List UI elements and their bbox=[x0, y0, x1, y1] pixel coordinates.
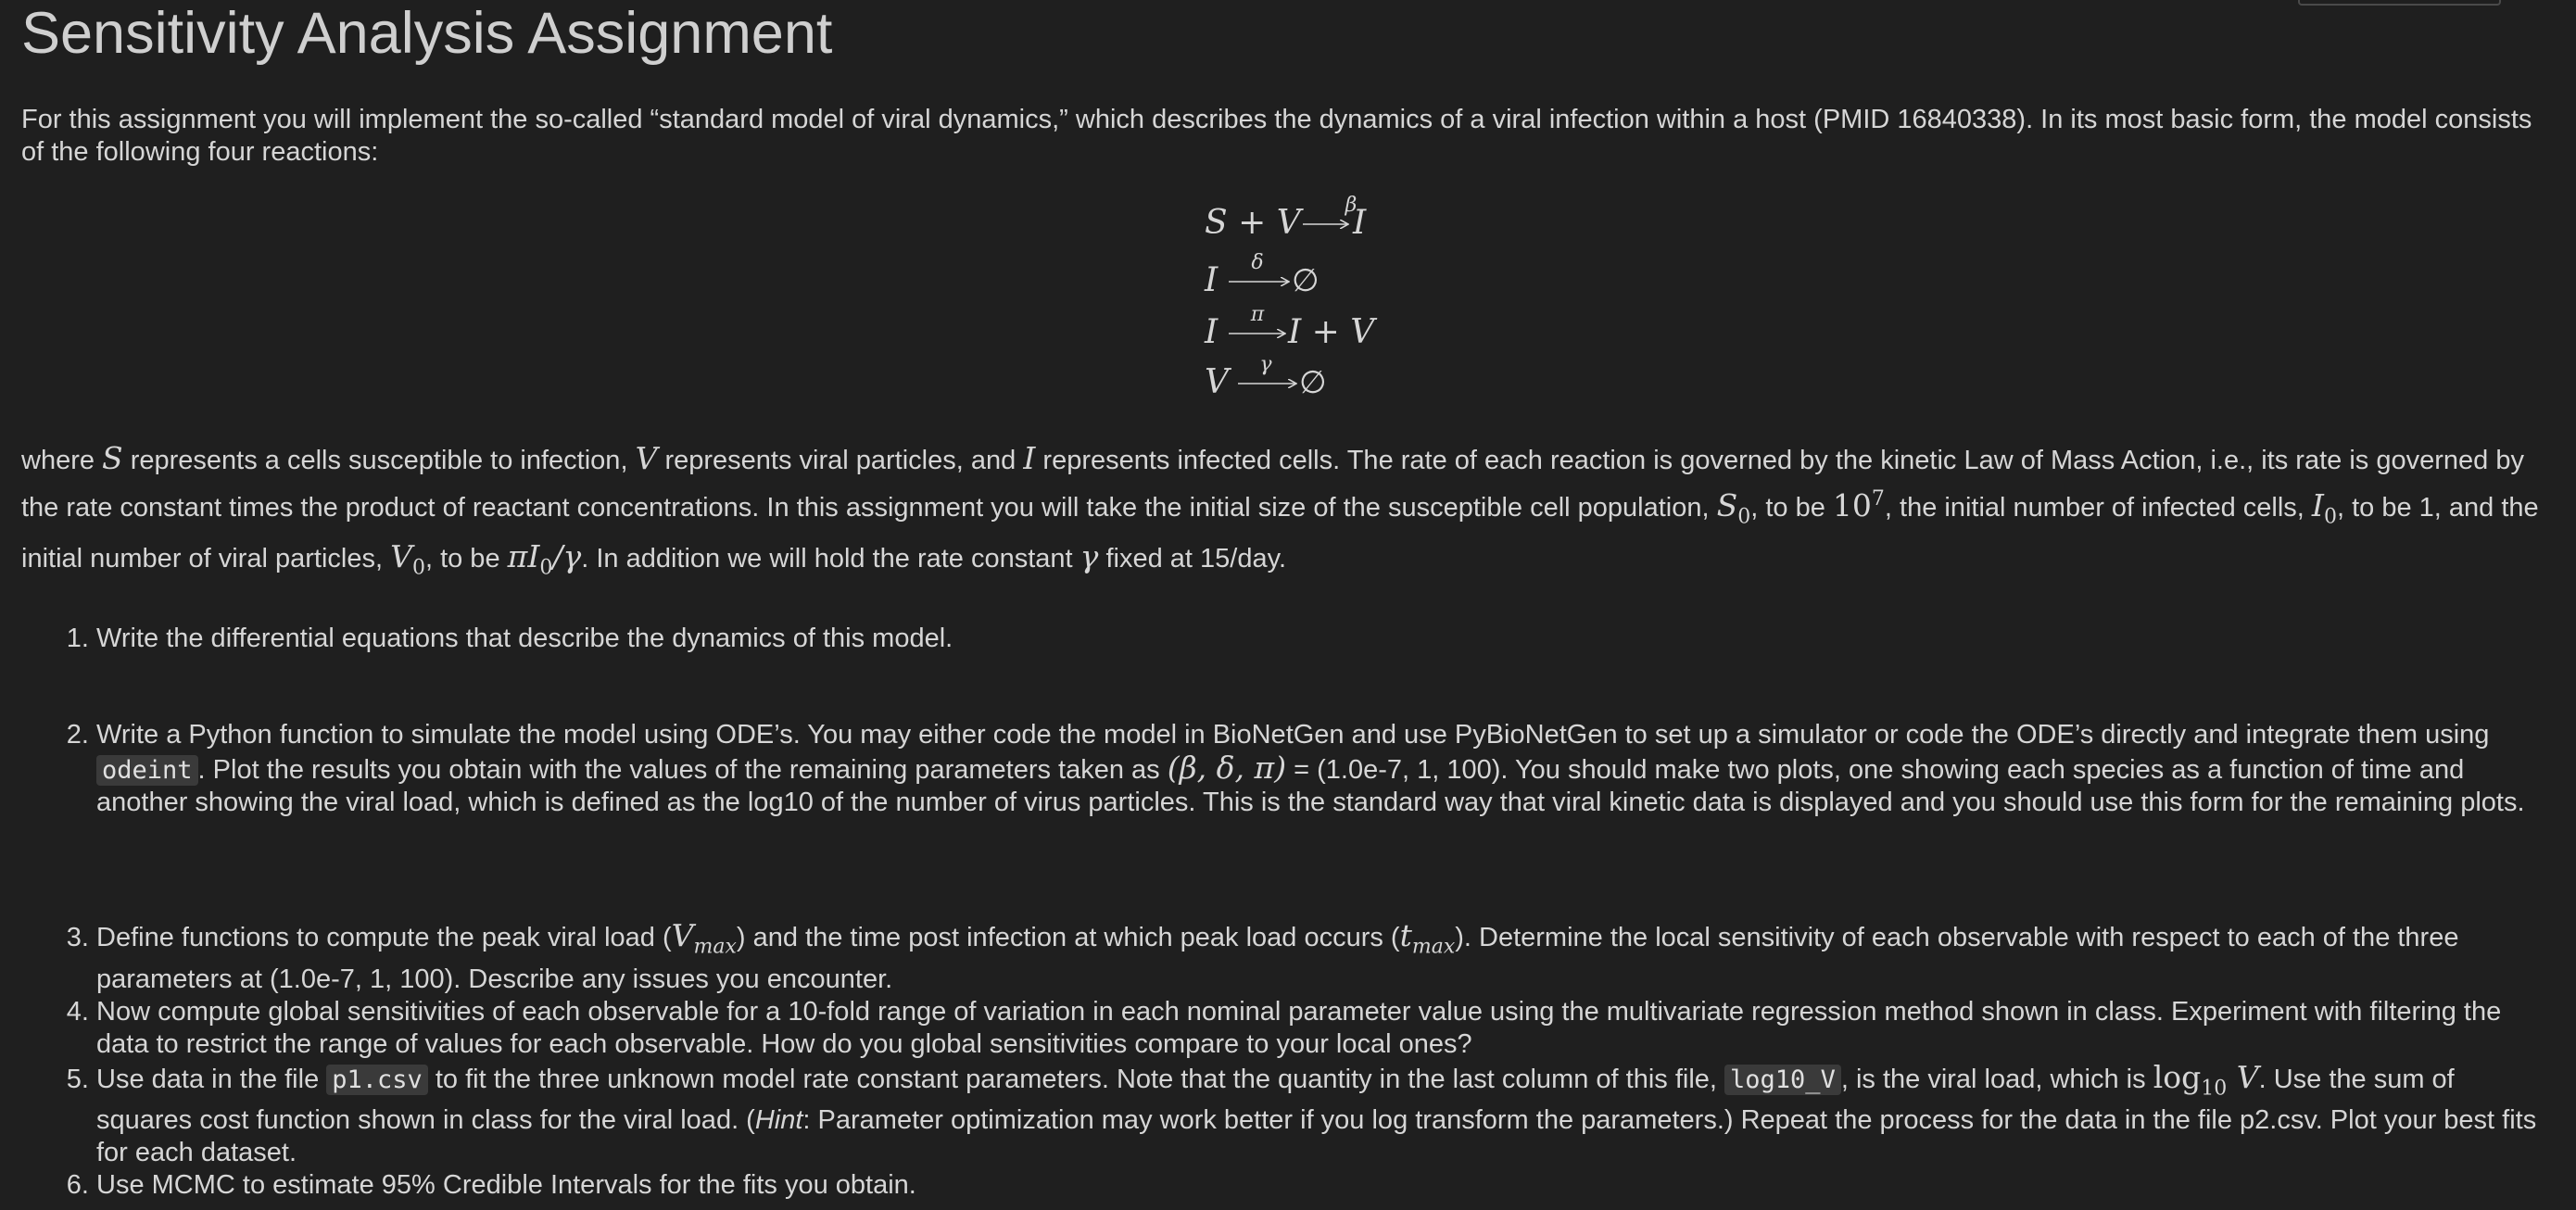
text-run: Use data in the file bbox=[96, 1064, 327, 1094]
math-slash: / bbox=[552, 537, 563, 574]
text-run: ). Determine the local sensitivity of each observable with respect to each of the three parameters at (1.0e-7, 1, 100). Describe any issues you encounter. bbox=[96, 923, 2459, 994]
text-run: ) and the time post infection at which peak load occurs ( bbox=[736, 923, 1400, 952]
text-run: Write a Python function to simulate the model using ODE’s. You may either code the model in BioNetGen and use PyBioNetGen to set up a simulator or code the ODE’s directly and integrate them using bbox=[96, 720, 2490, 750]
reaction-2 bbox=[1204, 251, 1320, 299]
math-symbol: V bbox=[671, 917, 694, 953]
text-run: to fit the three unknown model rate constant parameters. Note that the quantity in the last column of this file, bbox=[427, 1064, 1725, 1094]
math-symbol: I bbox=[2311, 487, 2324, 523]
reaction-3-lhs: I bbox=[1205, 313, 1219, 351]
reaction-2-rate: δ bbox=[1251, 251, 1264, 274]
math-S: S bbox=[102, 440, 123, 476]
math-subscript: 10 bbox=[2201, 1077, 2228, 1101]
math-symbol: I bbox=[527, 537, 540, 574]
code-log10-v: log10_V bbox=[1724, 1065, 1841, 1095]
math-gamma: γ bbox=[562, 537, 582, 574]
math-exponent: 7 bbox=[1871, 487, 1885, 510]
text-run: represents infected cells. The rate of each reaction is governed by the kinetic Law of Mass Action, i.e., its rate is governed by the rate constant times the product of reactant concentrations. In this assignment you will take the initial size of the susceptible cell population, bbox=[21, 446, 2524, 523]
code-odeint: odeint bbox=[96, 755, 198, 786]
question-6: 6. Use MCMC to estimate 95% Credible Intervals for the fits you obtain. bbox=[96, 1169, 2552, 1202]
question-4: 4. Now compute global sensitivities of each observable for a 10-fold range of variation in each nominal parameter value using the multivariate regression method shown in class. Experiment with filtering the data to restrict the range of values for each observable. How do you global sensitivities compare to your local ones? bbox=[96, 996, 2552, 1061]
math-S0 bbox=[1716, 487, 1751, 529]
question-2 bbox=[96, 719, 2552, 819]
text-run: , to be bbox=[1750, 493, 1833, 523]
text-run: represents viral particles, and bbox=[657, 446, 1024, 475]
text-run: , to be 1, and the initial number of viral particles, bbox=[21, 493, 2539, 573]
top-right-panel-edge bbox=[2298, 0, 2501, 6]
text-run: . Use the sum of squares cost function shown in class for the viral load. ( bbox=[96, 1064, 2455, 1136]
code-p1-csv: p1.csv bbox=[326, 1065, 428, 1095]
math-pi-I0-over-gamma bbox=[507, 537, 582, 580]
math-subscript: 0 bbox=[2323, 505, 2337, 529]
math-symbol: t bbox=[1399, 917, 1412, 953]
model-description-paragraph bbox=[21, 439, 2560, 587]
math-subscript: max bbox=[693, 935, 737, 959]
reaction-1-rhs: I bbox=[1353, 204, 1367, 242]
math-pi: π bbox=[507, 537, 528, 574]
reaction-1-lhs: S + V bbox=[1205, 204, 1301, 242]
reaction-3-rate: π bbox=[1250, 303, 1265, 326]
math-subscript: 0 bbox=[539, 556, 553, 580]
question-list-2 bbox=[35, 719, 2552, 819]
text-run: Define functions to compute the peak viral load ( bbox=[96, 923, 672, 952]
reaction-3 bbox=[1204, 303, 1378, 351]
hint-label: Hint bbox=[754, 1105, 803, 1136]
math-Vmax bbox=[671, 917, 737, 959]
reaction-3-rhs: I + V bbox=[1288, 313, 1375, 351]
math-log10-V bbox=[2153, 1058, 2259, 1101]
question-list-1 bbox=[35, 623, 2552, 655]
question-5 bbox=[96, 1058, 2552, 1170]
math-subscript: max bbox=[1411, 935, 1456, 959]
math-V0 bbox=[390, 537, 425, 580]
reaction-1 bbox=[1205, 194, 1367, 242]
text-run: , is the viral load, which is bbox=[1840, 1064, 2153, 1094]
text-run: . Plot the results you obtain with the values of the remaining parameters taken as bbox=[197, 755, 1168, 785]
math-subscript: 0 bbox=[411, 556, 425, 580]
text-run: where bbox=[21, 446, 103, 475]
math-gamma: γ bbox=[1080, 537, 1099, 574]
question-list-3 bbox=[35, 919, 2552, 1202]
page-title: Sensitivity Analysis Assignment bbox=[21, 1, 833, 66]
math-params: (β, δ, π) bbox=[1167, 750, 1287, 786]
text-run: , to be bbox=[424, 543, 508, 573]
math-I0 bbox=[2311, 487, 2337, 529]
reaction-equations bbox=[1205, 185, 1446, 417]
reaction-2-rhs: ∅ bbox=[1292, 262, 1320, 299]
reaction-4-rate: γ bbox=[1259, 353, 1272, 376]
question-3 bbox=[96, 919, 2552, 996]
text-run: fixed at 15/day. bbox=[1098, 543, 1286, 573]
text-run: = (1.0e-7, 1, 100). You should make two plots, one showing each species as a function of time and another showing the viral load, which is defined as the log10 of the number of virus particles. This is the standard way that viral kinetic data is displayed and you should use this form for the remaining plots. bbox=[96, 755, 2525, 817]
math-V: V bbox=[635, 440, 658, 476]
reaction-1-rate: β bbox=[1345, 194, 1357, 217]
math-I: I bbox=[1023, 440, 1036, 476]
reaction-4-lhs: V bbox=[1205, 363, 1229, 401]
math-tmax bbox=[1399, 917, 1456, 959]
reaction-4-rhs: ∅ bbox=[1299, 364, 1327, 401]
text-run: . In addition we will hold the rate constant bbox=[581, 543, 1080, 573]
math-symbol: V bbox=[390, 537, 412, 574]
question-1: 1. Write the differential equations that describe the dynamics of this model. bbox=[96, 623, 2552, 655]
reaction-2-lhs: I bbox=[1205, 261, 1219, 299]
text-run: : Parameter optimization may work better if you log transform the parameters.) Repeat the process for the data in the file p2.csv. Plot your best fits for each dataset. bbox=[96, 1105, 2537, 1168]
math-subscript: 0 bbox=[1737, 505, 1751, 529]
text-run: , the initial number of infected cells, bbox=[1884, 493, 2312, 523]
reaction-4 bbox=[1205, 353, 1327, 401]
math-base: 10 bbox=[1832, 487, 1872, 523]
math-symbol: V bbox=[2236, 1058, 2259, 1095]
math-log: log bbox=[2153, 1058, 2202, 1095]
math-symbol: S bbox=[1716, 487, 1738, 523]
math-ten-to-seven bbox=[1833, 487, 1885, 523]
intro-paragraph: For this assignment you will implement the so-called “standard model of viral dynamics,” which describes the dynamics of a viral infection within a host (PMID 16840338). In its most basic form, the model consists of the following four reactions: bbox=[21, 105, 2532, 167]
text-run: represents a cells susceptible to infection, bbox=[122, 446, 636, 475]
